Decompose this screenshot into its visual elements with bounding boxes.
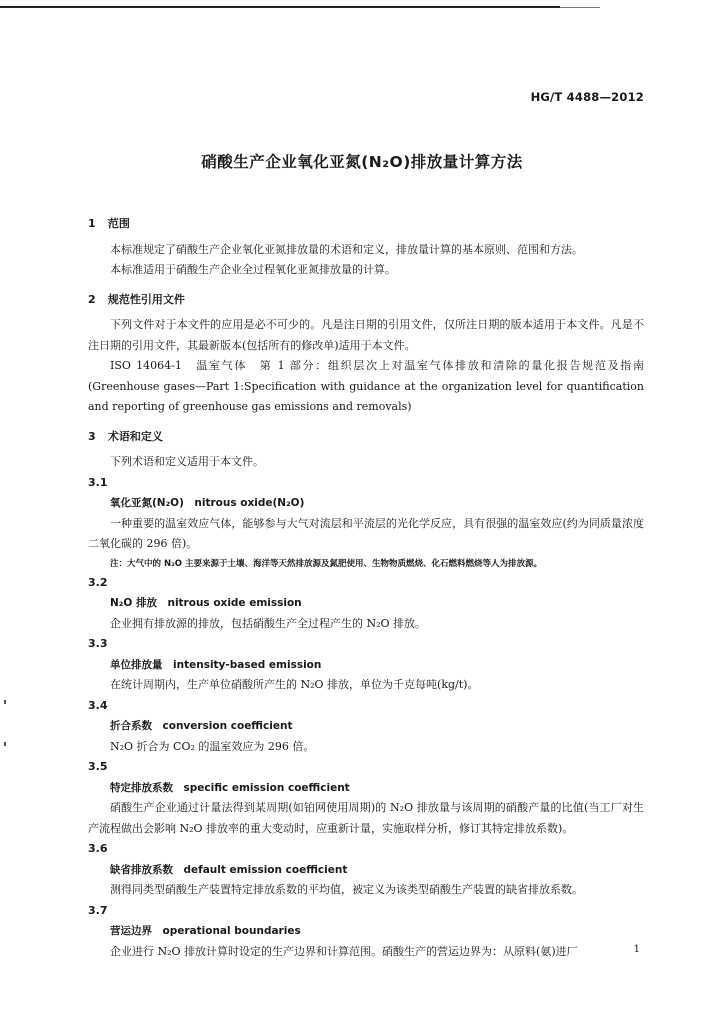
document-title: 硝酸生产企业氧化亚氮(N₂O)排放量计算方法 bbox=[201, 153, 523, 171]
term-title: 缺省排放系数 default emission coefficient bbox=[110, 863, 348, 876]
clause-number: 3.4 bbox=[88, 698, 108, 712]
term-note: 注：大气中的 N₂O 主要来源于土壤、海洋等天然排放源及氮肥使用、生物物质燃烧、化石燃料燃烧等人为排放源。 bbox=[110, 558, 542, 569]
section-heading-1 bbox=[88, 214, 644, 235]
section-title: 术语和定义 bbox=[107, 429, 163, 443]
clause-number: 3.2 bbox=[88, 575, 108, 589]
clause-number: 3.5 bbox=[88, 760, 108, 773]
term-title: N₂O 排放 nitrous oxide emission bbox=[110, 597, 302, 609]
term-definition: N₂O 折合为 CO₂ 的温室效应为 296 倍。 bbox=[110, 739, 315, 753]
term-title: 氧化亚氮(N₂O) nitrous oxide(N₂O) bbox=[110, 497, 305, 509]
term-title: 折合系数 conversion coefficient bbox=[110, 720, 293, 732]
term-definition: 测得同类型硝酸生产装置特定排放系数的平均值，被定义为该类型硝酸生产装置的缺省排放系数。 bbox=[110, 883, 583, 896]
paragraph: 本标准适用于硝酸生产企业全过程氧化亚氮排放量的计算。 bbox=[110, 263, 396, 276]
standard-code: HG/T 4488—2012 bbox=[530, 90, 644, 104]
section-heading-2 bbox=[88, 290, 644, 311]
page-number: 1 bbox=[633, 944, 640, 955]
clause-number: 3.3 bbox=[88, 637, 108, 650]
paragraph-reference: ISO 14064-1 温室气体 第 1 部分：组织层次上对温室气体排放和清除的量化报告规范及指南(Greenhouse gases—Part 1:Specification with guidance at the organization level for quantification and reporting of greenhouse gas emissions and removals) bbox=[88, 359, 644, 413]
clause-number: 3.1 bbox=[88, 475, 108, 489]
section-title: 范围 bbox=[107, 217, 130, 230]
term-title: 单位排放量 intensity-based emission bbox=[110, 658, 322, 671]
term-definition: 硝酸生产企业通过计量法得到某周期(如铂网使用周期)的 N₂O 排放量与该周期的硝酸产量的比值(当工厂对生产流程做出会影响 N₂O 排放率的重大变动时，应重新计量，实施取样分析，修订其特定排放系数)。 bbox=[88, 801, 644, 835]
section-heading-3 bbox=[88, 427, 644, 448]
term-definition: 企业拥有排放源的排放，包括硝酸生产全过程产生的 N₂O 排放。 bbox=[110, 616, 427, 630]
section-title: 规范性引用文件 bbox=[107, 292, 185, 306]
header-rule bbox=[0, 6, 560, 8]
clause-number: 3.6 bbox=[88, 842, 108, 855]
term-title: 营运边界 operational boundaries bbox=[110, 925, 301, 937]
clause-number: 3.7 bbox=[88, 903, 108, 917]
term-title: 特定排放系数 specific emission coefficient bbox=[110, 781, 350, 794]
paragraph: 下列术语和定义适用于本文件。 bbox=[110, 455, 264, 468]
header-rule-thin bbox=[560, 7, 600, 8]
section-number: 1 bbox=[88, 217, 96, 230]
term-definition: 在统计周期内，生产单位硝酸所产生的 N₂O 排放，单位为千克每吨(kg/t)。 bbox=[110, 678, 479, 691]
section-number: 3 bbox=[88, 429, 96, 443]
paragraph: 本标准规定了硝酸生产企业氧化亚氮排放量的术语和定义，排放量计算的基本原则、范围和方法。 bbox=[110, 242, 583, 256]
margin-mark bbox=[4, 700, 6, 704]
term-definition: 企业进行 N₂O 排放计算时设定的生产边界和计算范围。硝酸生产的营运边界为：从原料(氨)进厂 bbox=[110, 944, 578, 958]
document-body bbox=[88, 208, 644, 962]
section-number: 2 bbox=[88, 292, 96, 306]
margin-mark bbox=[4, 742, 6, 746]
term-definition: 一种重要的温室效应气体，能够参与大气对流层和平流层的光化学反应，具有很强的温室效应(约为同质量浓度二氧化碳的 296 倍)。 bbox=[88, 516, 644, 550]
paragraph: 下列文件对于本文件的应用是必不可少的。凡是注日期的引用文件，仅所注日期的版本适用于本文件。凡是不注日期的引用文件，其最新版本(包括所有的修改单)适用于本文件。 bbox=[88, 318, 644, 352]
